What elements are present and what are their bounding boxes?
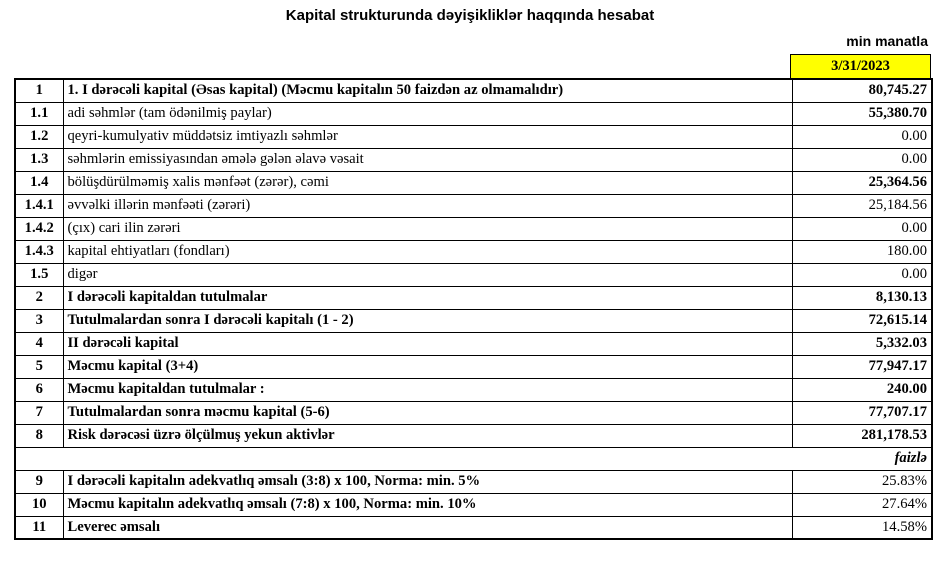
row-value: 25.83%: [792, 470, 932, 493]
row-value: 281,178.53: [792, 424, 932, 447]
table-row: [15, 240, 932, 263]
row-number: 1.4: [15, 171, 63, 194]
row-number: 1.2: [15, 125, 63, 148]
row-value: 27.64%: [792, 493, 932, 516]
row-value: 72,615.14: [792, 309, 932, 332]
row-label: Risk dərəcəsi üzrə ölçülmuş yekun aktivlər: [63, 424, 792, 447]
table-row: [15, 332, 932, 355]
row-value: 0.00: [792, 263, 932, 286]
row-value: 5,332.03: [792, 332, 932, 355]
row-number: 1.5: [15, 263, 63, 286]
row-value: 14.58%: [792, 516, 932, 539]
row-label: qeyri-kumulyativ müddətsiz imtiyazlı səhmlər: [63, 125, 792, 148]
row-label: Məcmu kapital (3+4): [63, 355, 792, 378]
row-number: 8: [15, 424, 63, 447]
row-label: I dərəcəli kapitalın adekvatlıq əmsalı (3:8) x 100, Norma: min. 5%: [63, 470, 792, 493]
capital-structure-table: [14, 78, 933, 540]
row-number: 9: [15, 470, 63, 493]
table-row: [15, 125, 932, 148]
table-row: [15, 148, 932, 171]
table-row: [15, 355, 932, 378]
row-label: Məcmu kapitaldan tutulmalar :: [63, 378, 792, 401]
row-value: 0.00: [792, 148, 932, 171]
row-label: Leverec əmsalı: [63, 516, 792, 539]
report-title: Kapital strukturunda dəyişikliklər haqqında hesabat: [285, 7, 655, 24]
row-label: Məcmu kapitalın adekvatlıq əmsalı (7:8) x 100, Norma: min. 10%: [63, 493, 792, 516]
row-label: II dərəcəli kapital: [63, 332, 792, 355]
row-number: 3: [15, 309, 63, 332]
table-row: [15, 79, 932, 102]
row-number: 1.4.3: [15, 240, 63, 263]
table-row: [15, 470, 932, 493]
row-label: I dərəcəli kapitaldan tutulmalar: [63, 286, 792, 309]
table-row: [15, 516, 932, 539]
table-row: [15, 102, 932, 125]
row-number: 1.1: [15, 102, 63, 125]
table-row: [15, 263, 932, 286]
row-value: 0.00: [792, 217, 932, 240]
table-row: [15, 401, 932, 424]
row-number: 4: [15, 332, 63, 355]
row-label: (çıx) cari ilin zərəri: [63, 217, 792, 240]
row-value: 25,184.56: [792, 194, 932, 217]
row-number: 10: [15, 493, 63, 516]
row-value: 240.00: [792, 378, 932, 401]
row-value: 80,745.27: [792, 79, 932, 102]
row-label: digər: [63, 263, 792, 286]
table-body: [15, 79, 932, 539]
unit-label: min manatla: [846, 33, 928, 49]
row-label: səhmlərin emissiyasından əmələ gələn əlavə vəsait: [63, 148, 792, 171]
row-value: 77,947.17: [792, 355, 932, 378]
table-row: [15, 424, 932, 447]
row-number: 1.4.2: [15, 217, 63, 240]
row-label: 1. I dərəcəli kapital (Əsas kapital) (Məcmu kapitalın 50 faizdən az olmamalıdır): [63, 79, 792, 102]
row-label: kapital ehtiyatları (fondları): [63, 240, 792, 263]
row-number: 11: [15, 516, 63, 539]
row-value: 180.00: [792, 240, 932, 263]
table-row: [15, 493, 932, 516]
row-value: 8,130.13: [792, 286, 932, 309]
row-value: 77,707.17: [792, 401, 932, 424]
table-row: [15, 309, 932, 332]
date-header-cell: 3/31/2023: [790, 54, 931, 79]
row-value: 55,380.70: [792, 102, 932, 125]
percent-unit-cell: faizlə: [15, 447, 932, 470]
table-row: [15, 194, 932, 217]
row-label: adi səhmlər (tam ödənilmiş paylar): [63, 102, 792, 125]
row-number: 6: [15, 378, 63, 401]
table-row: [15, 171, 932, 194]
table-row: [15, 217, 932, 240]
row-number: 1.4.1: [15, 194, 63, 217]
table-row: [15, 286, 932, 309]
row-label: bölüşdürülməmiş xalis mənfəət (zərər), cəmi: [63, 171, 792, 194]
row-value: 25,364.56: [792, 171, 932, 194]
row-value: 0.00: [792, 125, 932, 148]
row-label: əvvəlki illərin mənfəəti (zərəri): [63, 194, 792, 217]
row-number: 5: [15, 355, 63, 378]
row-number: 1.3: [15, 148, 63, 171]
percent-unit-row: [15, 447, 932, 470]
row-label: Tutulmalardan sonra məcmu kapital (5-6): [63, 401, 792, 424]
row-number: 1: [15, 79, 63, 102]
table-row: [15, 378, 932, 401]
row-label: Tutulmalardan sonra I dərəcəli kapitalı (1 - 2): [63, 309, 792, 332]
row-number: 2: [15, 286, 63, 309]
row-number: 7: [15, 401, 63, 424]
